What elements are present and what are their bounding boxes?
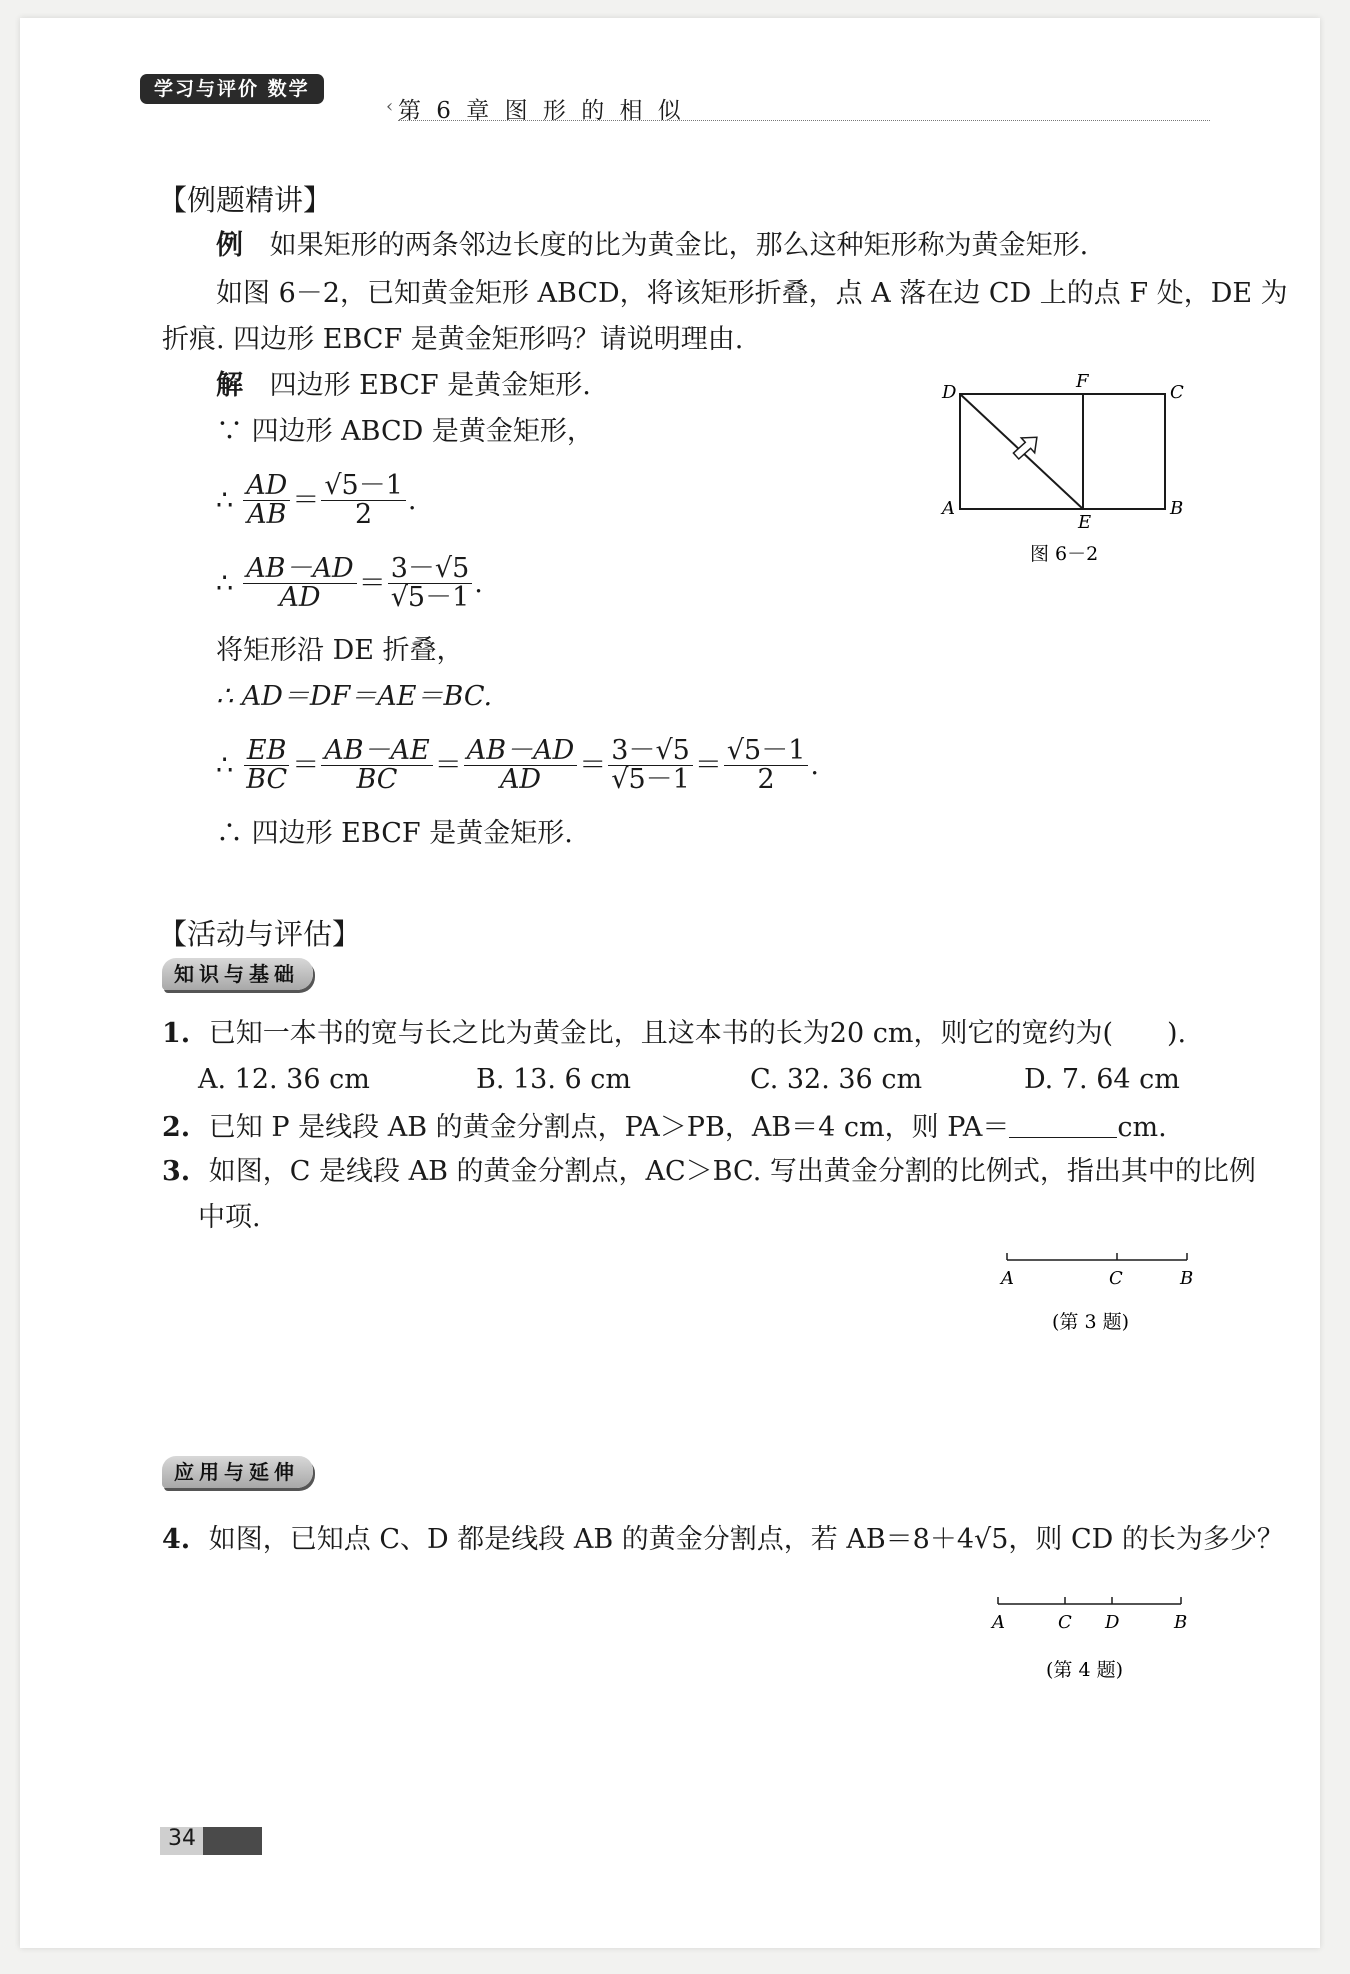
figure-golden-rectangle	[930, 372, 1190, 572]
question-number: 4.	[162, 1524, 191, 1555]
question-number: 2.	[162, 1112, 191, 1143]
fraction-denominator: AD	[279, 582, 321, 614]
question-number: 3.	[162, 1156, 191, 1187]
fraction-denominator: √5－1	[611, 764, 690, 796]
option-b[interactable]: B. 13. 6 cm	[476, 1064, 632, 1095]
question-2	[162, 1110, 1167, 1144]
label-f: F	[1076, 372, 1089, 392]
question-3-text-cont: 中项.	[198, 1202, 261, 1233]
fraction-numerator: AD	[243, 472, 290, 501]
chapter-title: 第 6 章 图 形 的 相 似	[398, 98, 685, 124]
fraction-numerator: 3－√5	[608, 737, 693, 766]
fraction-ab-minus-ad	[464, 737, 578, 795]
question-4-text: 如图，已知点 C、D 都是线段 AB 的黄金分割点，若 AB＝8＋4√5，则 CD 的长为多少？	[208, 1524, 1284, 1555]
fold-arrow-icon	[1009, 430, 1043, 464]
solution-step-3: ∴ $\frac{EB}{BC}$ ＝ $\frac{AB-AE}{BC}$ ＝ $\frac{AB-AD}{AD}$ ＝ $\frac{3-√5}{√5-1}$ ＝ $\frac{√5-1}{2}$ .	[216, 735, 819, 796]
fraction-numerator: √5－1	[724, 737, 809, 766]
label-b: B	[1170, 498, 1184, 519]
answer-blank[interactable]	[1009, 1110, 1117, 1138]
question-2-unit: cm.	[1117, 1112, 1167, 1143]
solution-conclusion: ∴ 四边形 EBCF 是黄金矩形.	[216, 818, 573, 849]
label-a: A	[1001, 1268, 1014, 1289]
solution-label: 解	[216, 370, 243, 401]
fraction-golden-ratio	[724, 737, 809, 795]
question-1	[162, 1018, 1186, 1050]
solution-equalities: ∴ AD＝DF＝AE＝BC.	[216, 681, 493, 712]
label-c: C	[1170, 382, 1184, 403]
fraction-golden-ratio	[321, 472, 406, 530]
example-intro	[216, 230, 1088, 262]
figure-q4-caption: (第 4 题)	[1046, 1659, 1123, 1681]
header-divider	[398, 120, 1210, 121]
fraction-numerator: AB－AE	[321, 737, 433, 766]
problem-line-2: 折痕. 四边形 EBCF 是黄金矩形吗？请说明理由.	[162, 324, 744, 355]
question-3	[162, 1156, 1256, 1188]
option-a[interactable]: A. 12. 36 cm	[198, 1064, 370, 1095]
question-2-text: 已知 P 是线段 AB 的黄金分割点，PA＞PB，AB＝4 cm，则 PA＝	[208, 1112, 1010, 1143]
fraction-denominator: 2	[757, 764, 775, 796]
fraction-denominator: AD	[499, 764, 542, 796]
fraction-denominator: BC	[246, 764, 288, 796]
badge-basic-knowledge: 知识与基础	[162, 958, 313, 990]
fraction-denominator: BC	[356, 764, 398, 796]
label-c: C	[1109, 1268, 1123, 1289]
fraction-eb-bc	[243, 737, 290, 795]
section-title-example: 【例题精讲】	[158, 183, 333, 217]
section-title-activity: 【活动与评估】	[158, 917, 362, 951]
label-b: B	[1180, 1268, 1194, 1289]
label-e: E	[1078, 512, 1092, 533]
fraction-numerator: 3－√5	[388, 555, 473, 584]
option-d[interactable]: D. 7. 64 cm	[1024, 1064, 1180, 1095]
example-label: 例	[216, 230, 243, 261]
fraction-3-minus-root5	[608, 737, 693, 795]
solution-step-2: ∴ $\frac{AB-AD}{AD}$ ＝ $\frac{3-√5}{√5-1}$ .	[216, 553, 483, 614]
fraction-ab-minus-ad	[243, 555, 357, 613]
rectangle-abcd	[960, 394, 1165, 509]
label-a: A	[942, 498, 955, 519]
solution-step-1: ∴ $\frac{AD}{AB}$ ＝ $\frac{√5-1}{2}$ .	[216, 470, 417, 531]
header-arrow-icon: ‹	[386, 96, 394, 117]
fraction-numerator: √5－1	[321, 472, 406, 501]
figure-q3-caption: (第 3 题)	[1052, 1311, 1129, 1333]
figure-q3-segment	[990, 1250, 1200, 1340]
solution-first-line	[216, 370, 591, 402]
fraction-ab-minus-ae	[321, 737, 433, 795]
figure-caption: 图 6－2	[1030, 543, 1099, 565]
fraction-denominator: 2	[355, 499, 373, 531]
therefore-symbol: ∴	[216, 749, 234, 781]
fraction-numerator: EB	[244, 737, 290, 766]
therefore-symbol: ∴	[216, 484, 234, 516]
badge-application: 应用与延伸	[162, 1456, 313, 1488]
option-c[interactable]: C. 32. 36 cm	[750, 1064, 923, 1095]
book-title-badge: 学习与评价 数学	[140, 74, 324, 104]
label-b: B	[1174, 1612, 1188, 1633]
example-intro-text: 如果矩形的两条邻边长度的比为黄金比，那么这种矩形称为黄金矩形.	[269, 230, 1089, 261]
page-number: 34	[168, 1826, 196, 1851]
therefore-symbol: ∴	[216, 567, 234, 599]
label-c: C	[1058, 1612, 1072, 1633]
problem-line-1: 如图 6－2，已知黄金矩形 ABCD，将该矩形折叠，点 A 落在边 CD 上的点 F 处，DE 为	[216, 278, 1288, 309]
question-1-text: 已知一本书的宽与长之比为黄金比，且这本书的长为20 cm，则它的宽约为( ).	[208, 1018, 1187, 1049]
question-4	[162, 1524, 1284, 1556]
solution-first-text: 四边形 EBCF 是黄金矩形.	[269, 370, 591, 401]
solution-because: ∵ 四边形 ABCD 是黄金矩形，	[216, 416, 594, 447]
figure-q4-segment	[988, 1592, 1198, 1684]
fraction-denominator: AB	[247, 499, 287, 531]
label-d: D	[1105, 1612, 1120, 1633]
fraction-denominator: √5－1	[390, 582, 470, 614]
fraction-numerator: AB－AD	[243, 555, 357, 584]
question-3-text: 如图，C 是线段 AB 的黄金分割点，AC＞BC. 写出黄金分割的比例式，指出其中的比例	[208, 1156, 1256, 1187]
fraction-ad-ab	[243, 472, 290, 530]
question-number: 1.	[162, 1018, 191, 1049]
label-d: D	[942, 382, 957, 403]
fraction-numerator: AB－AD	[464, 737, 578, 766]
fraction-3-minus-root5	[388, 555, 473, 613]
solution-fold: 将矩形沿 DE 折叠，	[216, 635, 464, 666]
label-a: A	[992, 1612, 1005, 1633]
